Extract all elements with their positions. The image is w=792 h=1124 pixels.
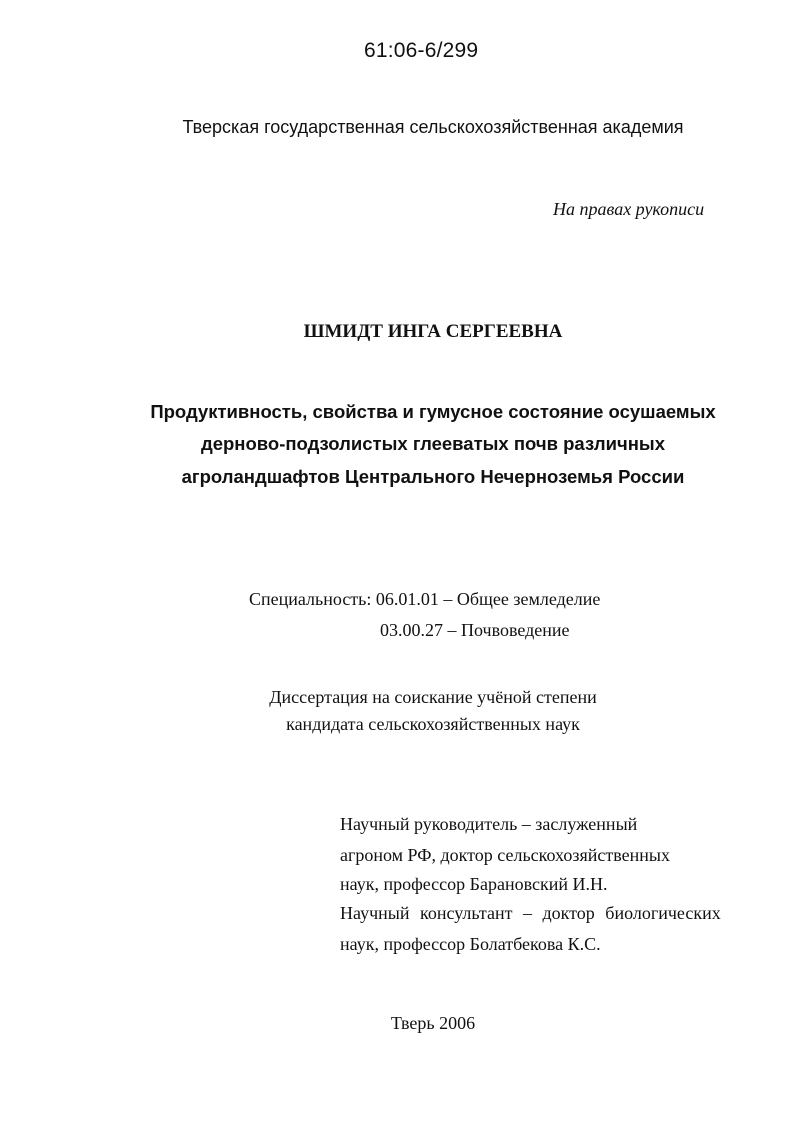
advisor-line: наук, профессор Болатбекова К.С. [340, 934, 601, 954]
city-and-year: Тверь 2006 [390, 1013, 476, 1033]
title-line: Продуктивность, свойства и гумусное состояние осушаемых [150, 401, 716, 422]
degree-line: Диссертация на соискание учёной степени [269, 687, 597, 707]
advisor-line: Научный руководитель – заслуженный [340, 814, 638, 834]
advisor-line: Научный консультант – доктор биологических [340, 903, 721, 923]
degree-line: кандидата сельскохозяйственных наук [286, 714, 580, 734]
manuscript-rights-note: На правах рукописи [553, 199, 705, 219]
title-line: агроландшафтов Центрального Нечерноземья России [181, 466, 685, 487]
archive-code: 61:06-6/299 [364, 39, 479, 62]
advisor-line: агроном РФ, доктор сельскохозяйственных [340, 845, 670, 865]
advisor-line: наук, профессор Барановский И.Н. [340, 874, 608, 894]
specialty-line: 03.00.27 – Почвоведение [380, 620, 570, 640]
specialty-line: Специальность: 06.01.01 – Общее земледелие [249, 589, 601, 609]
institution-name: Тверская государственная сельскохозяйственная академия [182, 117, 684, 137]
title-line: дерново-подзолистых глееватых почв различных [200, 433, 666, 454]
author-name: ШМИДТ ИНГА СЕРГЕЕВНА [303, 321, 563, 342]
